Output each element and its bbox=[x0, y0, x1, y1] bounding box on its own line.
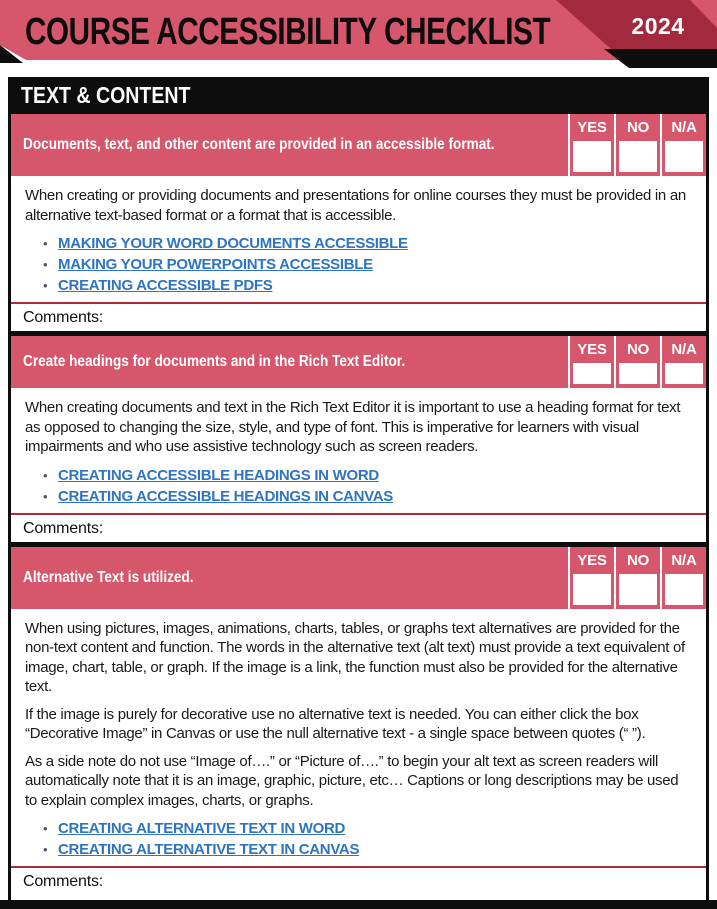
no-header: NO bbox=[626, 119, 650, 136]
checkbox-no[interactable] bbox=[619, 574, 657, 605]
link-word-documents-accessible[interactable]: MAKING YOUR WORD DOCUMENTS ACCESSIBLE bbox=[58, 235, 408, 252]
comments-row bbox=[11, 866, 706, 900]
item-question-row bbox=[11, 547, 706, 609]
question-label: Create headings for documents and in the Rich Text Editor. bbox=[23, 353, 406, 370]
resource-link-list bbox=[37, 466, 692, 507]
description-paragraph: When creating or providing documents and presentations for online courses they must be provided in an alternative text-based format or a format that is accessible. bbox=[25, 187, 686, 224]
yes-header: YES bbox=[577, 551, 607, 569]
answer-col-no bbox=[614, 114, 660, 176]
description-paragraph: If the image is purely for decorative use no alternative text is needed. You can either click the box “Decorative Image” in Canvas or use the null alternative text - a single space between quotes (“ ”). bbox=[25, 705, 646, 742]
comments-field[interactable] bbox=[103, 873, 706, 897]
checkbox-no[interactable] bbox=[619, 141, 657, 172]
checklist-item-accessible-format bbox=[11, 114, 706, 336]
checklist-item-alt-text bbox=[11, 547, 706, 901]
answer-columns bbox=[568, 336, 706, 388]
na-header: N/A bbox=[671, 341, 697, 358]
link-powerpoints-accessible[interactable]: MAKING YOUR POWERPOINTS ACCESSIBLE bbox=[58, 256, 373, 273]
list-item bbox=[37, 234, 692, 254]
list-item bbox=[37, 255, 692, 275]
checkbox-na[interactable] bbox=[665, 574, 703, 605]
resource-link-list bbox=[37, 234, 692, 296]
list-item bbox=[37, 466, 692, 486]
comments-row bbox=[11, 302, 706, 331]
banner bbox=[0, 0, 717, 77]
page-bottom-border bbox=[0, 900, 717, 909]
bullet-icon: • bbox=[43, 467, 48, 483]
na-header: N/A bbox=[671, 551, 697, 569]
comments-row bbox=[11, 513, 706, 542]
answer-col-no bbox=[614, 547, 660, 609]
item-question-row bbox=[11, 114, 706, 176]
list-item bbox=[37, 276, 692, 296]
answer-col-na bbox=[660, 336, 706, 388]
comments-field[interactable] bbox=[103, 520, 706, 539]
question-label: Alternative Text is utilized. bbox=[23, 568, 194, 586]
yes-header: YES bbox=[577, 119, 607, 136]
yes-header: YES bbox=[577, 341, 607, 358]
no-header: NO bbox=[626, 341, 650, 358]
checkbox-yes[interactable] bbox=[573, 141, 611, 172]
list-item bbox=[37, 487, 692, 507]
checkbox-no[interactable] bbox=[619, 363, 657, 384]
link-alt-text-canvas[interactable]: CREATING ALTERNATIVE TEXT IN CANVAS bbox=[58, 841, 360, 858]
answer-col-no bbox=[614, 336, 660, 388]
year-badge: 2024 bbox=[631, 13, 685, 39]
checkbox-yes[interactable] bbox=[573, 363, 611, 384]
bullet-icon: • bbox=[43, 488, 48, 504]
answer-col-yes bbox=[568, 547, 614, 609]
checkbox-na[interactable] bbox=[665, 363, 703, 384]
bullet-icon: • bbox=[43, 821, 48, 836]
item-description bbox=[11, 388, 706, 513]
comments-field[interactable] bbox=[103, 309, 706, 328]
answer-columns bbox=[568, 114, 706, 176]
item-question-row bbox=[11, 336, 706, 388]
list-item bbox=[37, 840, 692, 860]
answer-col-na bbox=[660, 547, 706, 609]
na-header: N/A bbox=[671, 119, 697, 136]
checklist-item-headings bbox=[11, 336, 706, 547]
item-description bbox=[11, 609, 706, 867]
item-description bbox=[11, 176, 706, 302]
description-paragraph: When creating documents and text in the Rich Text Editor it is important to use a heading format for text as opposed to changing the size, style, and type of font. This is imperative for learners with visual impairments and who use assistive technology such as screen readers. bbox=[25, 399, 681, 455]
no-header: NO bbox=[626, 551, 650, 569]
link-alt-text-word[interactable]: CREATING ALTERNATIVE TEXT IN WORD bbox=[58, 820, 346, 837]
bullet-icon: • bbox=[43, 842, 48, 857]
page-title: COURSE ACCESSIBILITY CHECKLIST bbox=[25, 11, 551, 53]
bullet-icon: • bbox=[43, 257, 48, 272]
checklist-table bbox=[8, 77, 709, 900]
link-headings-canvas[interactable]: CREATING ACCESSIBLE HEADINGS IN CANVAS bbox=[58, 487, 394, 505]
comments-label: Comments: bbox=[23, 309, 103, 326]
checkbox-na[interactable] bbox=[665, 141, 703, 172]
bullet-icon: • bbox=[43, 236, 48, 251]
question-label: Documents, text, and other content are provided in an accessible format. bbox=[23, 136, 495, 153]
comments-label: Comments: bbox=[23, 873, 103, 890]
link-accessible-pdfs[interactable]: CREATING ACCESSIBLE PDFS bbox=[58, 277, 273, 294]
description-paragraph: As a side note do not use “Image of….” or “Picture of….” to begin your alt text as screen readers will automatically note that it is an image, graphic, picture, etc… Captions or long descriptions may be used to explain complex images, charts, or graphs. bbox=[25, 752, 679, 809]
comments-label: Comments: bbox=[23, 519, 103, 537]
answer-col-yes bbox=[568, 114, 614, 176]
link-headings-word[interactable]: CREATING ACCESSIBLE HEADINGS IN WORD bbox=[58, 466, 379, 484]
resource-link-list bbox=[37, 819, 692, 860]
answer-columns bbox=[568, 547, 706, 609]
answer-col-na bbox=[660, 114, 706, 176]
section-title: TEXT & CONTENT bbox=[21, 82, 191, 108]
answer-col-yes bbox=[568, 336, 614, 388]
list-item bbox=[37, 819, 692, 839]
description-paragraph: When using pictures, images, animations, charts, tables, or graphs text alternatives are provided for the non-text content and function. The words in the alternative text (alt text) must provide a text equivalent of image, chart, table, or graph. If the image is a link, the function must also be provided for the alternative text. bbox=[25, 619, 685, 695]
bullet-icon: • bbox=[43, 278, 48, 293]
section-header bbox=[11, 77, 706, 114]
checkbox-yes[interactable] bbox=[573, 574, 611, 605]
